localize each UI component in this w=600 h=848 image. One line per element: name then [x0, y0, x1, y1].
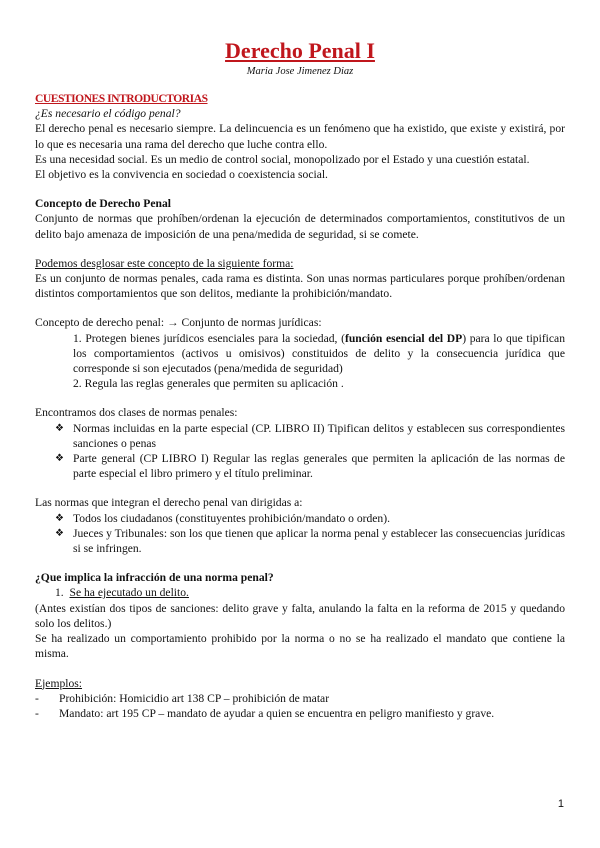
- function-highlight: función esencial del DP: [344, 331, 463, 345]
- concepto2-item-1: 1. Protegen bienes jurídicos esenciales para la sociedad, (función esencial del DP) para lo que tipifican los comportamientos (activos u omisivos) constituidos de delito y la consecuencia jurídica que corresponde si son ejecutados (pena/medida de seguridad): [73, 331, 565, 376]
- document-page: [35, 38, 565, 721]
- concepto-paragraph: Conjunto de normas que prohíben/ordenan la ejecución de determinados comportamientos, constitutivos de un delito bajo amenaza de imposición de una pena/medida de seguridad, si se comete.: [35, 212, 565, 241]
- clases-item-1: ❖ Normas incluidas en la parte especial (CP. LIBRO II) Tipifican delitos y establecen sus correspondientes sanciones o penas: [55, 421, 565, 450]
- intro-paragraph-2: Es una necesidad social. Es un medio de control social, monopolizado por el Estado y una cuestión estatal.: [35, 152, 530, 166]
- dirigidas-lead: Las normas que integran el derecho penal van dirigidas a:: [35, 496, 303, 510]
- infraccion-paragraph-2: Se ha realizado un comportamiento prohibido por la norma o no se ha realizado el mandato que contiene la misma.: [35, 632, 565, 661]
- infraccion-paragraph-1: (Antes existían dos tipos de sanciones: delito grave y falta, anulando la falta en la reforma de 2015 y quedando solo los delitos.): [35, 601, 565, 630]
- dirigidas-item-1: ❖ Todos los ciudadanos (constituyentes prohibición/mandato o orden).: [55, 511, 390, 525]
- desglose-paragraph: Es un conjunto de normas penales, cada rama es distinta. Son unas normas particulares porque prohíben/ordenan distintos comportamientos que son delitos, mediante la prohibición/mandato.: [35, 272, 565, 301]
- page-number: 1: [557, 798, 564, 810]
- document-title: Derecho Penal I: [225, 38, 375, 63]
- section-heading-concepto: Concepto de Derecho Penal: [35, 197, 171, 211]
- clases-item-2: ❖ Parte general (CP LIBRO I) Regular las reglas generales que permiten la aplicación de las normas de parte especial el libro primero y el título preliminar.: [55, 452, 565, 481]
- section-heading-intro: CUESTIONES INTRODUCTORIAS: [35, 92, 208, 105]
- dirigidas-list: [35, 511, 565, 557]
- clases-list: [35, 421, 565, 482]
- intro-question: ¿Es necesario el código penal?: [35, 107, 181, 121]
- intro-paragraph-1: El derecho penal es necesario siempre. La delincuencia es un fenómeno que ha existido, que existe y existirá, por lo que es necesaria una rama del derecho que luche contra ello.: [35, 122, 565, 151]
- ejemplo-item-1: - Prohibición: Homicidio art 138 CP – prohibición de matar: [35, 691, 330, 705]
- section-heading-desglose: Podemos desglosar este concepto de la siguiente forma:: [35, 256, 294, 270]
- concepto2-list: [35, 331, 565, 392]
- concepto2-item-2: 2. Regula las reglas generales que permiten su aplicación .: [73, 377, 344, 391]
- ejemplos-list: [35, 691, 565, 721]
- author-name: Maria Jose Jimenez Diaz: [246, 66, 354, 77]
- diamond-bullet-icon: ❖: [55, 453, 64, 465]
- ejemplo-item-2: - Mandato: art 195 CP – mandato de ayudar a quien se encuentra en peligro manifiesto y grave.: [35, 706, 495, 720]
- section-heading-infraccion: ¿Que implica la infracción de una norma penal?: [35, 571, 274, 585]
- dirigidas-item-2: ❖ Jueces y Tribunales: son los que tienen que aplicar la norma penal y establecer las consecuencias jurídicas si se infringen.: [55, 526, 565, 556]
- intro-paragraph-3: El objetivo es la convivencia en sociedad o coexistencia social.: [35, 168, 328, 182]
- diamond-bullet-icon: ❖: [55, 422, 64, 434]
- diamond-bullet-icon: ❖: [55, 512, 64, 524]
- section-heading-ejemplos: Ejemplos:: [35, 676, 83, 690]
- infraccion-item-1: 1. Se ha ejecutado un delito.: [55, 586, 189, 600]
- clases-lead: Encontramos dos clases de normas penales:: [35, 406, 238, 420]
- diamond-bullet-icon: ❖: [55, 527, 64, 539]
- concepto2-lead: Concepto de derecho penal: → Conjunto de normas jurídicas:: [35, 316, 322, 330]
